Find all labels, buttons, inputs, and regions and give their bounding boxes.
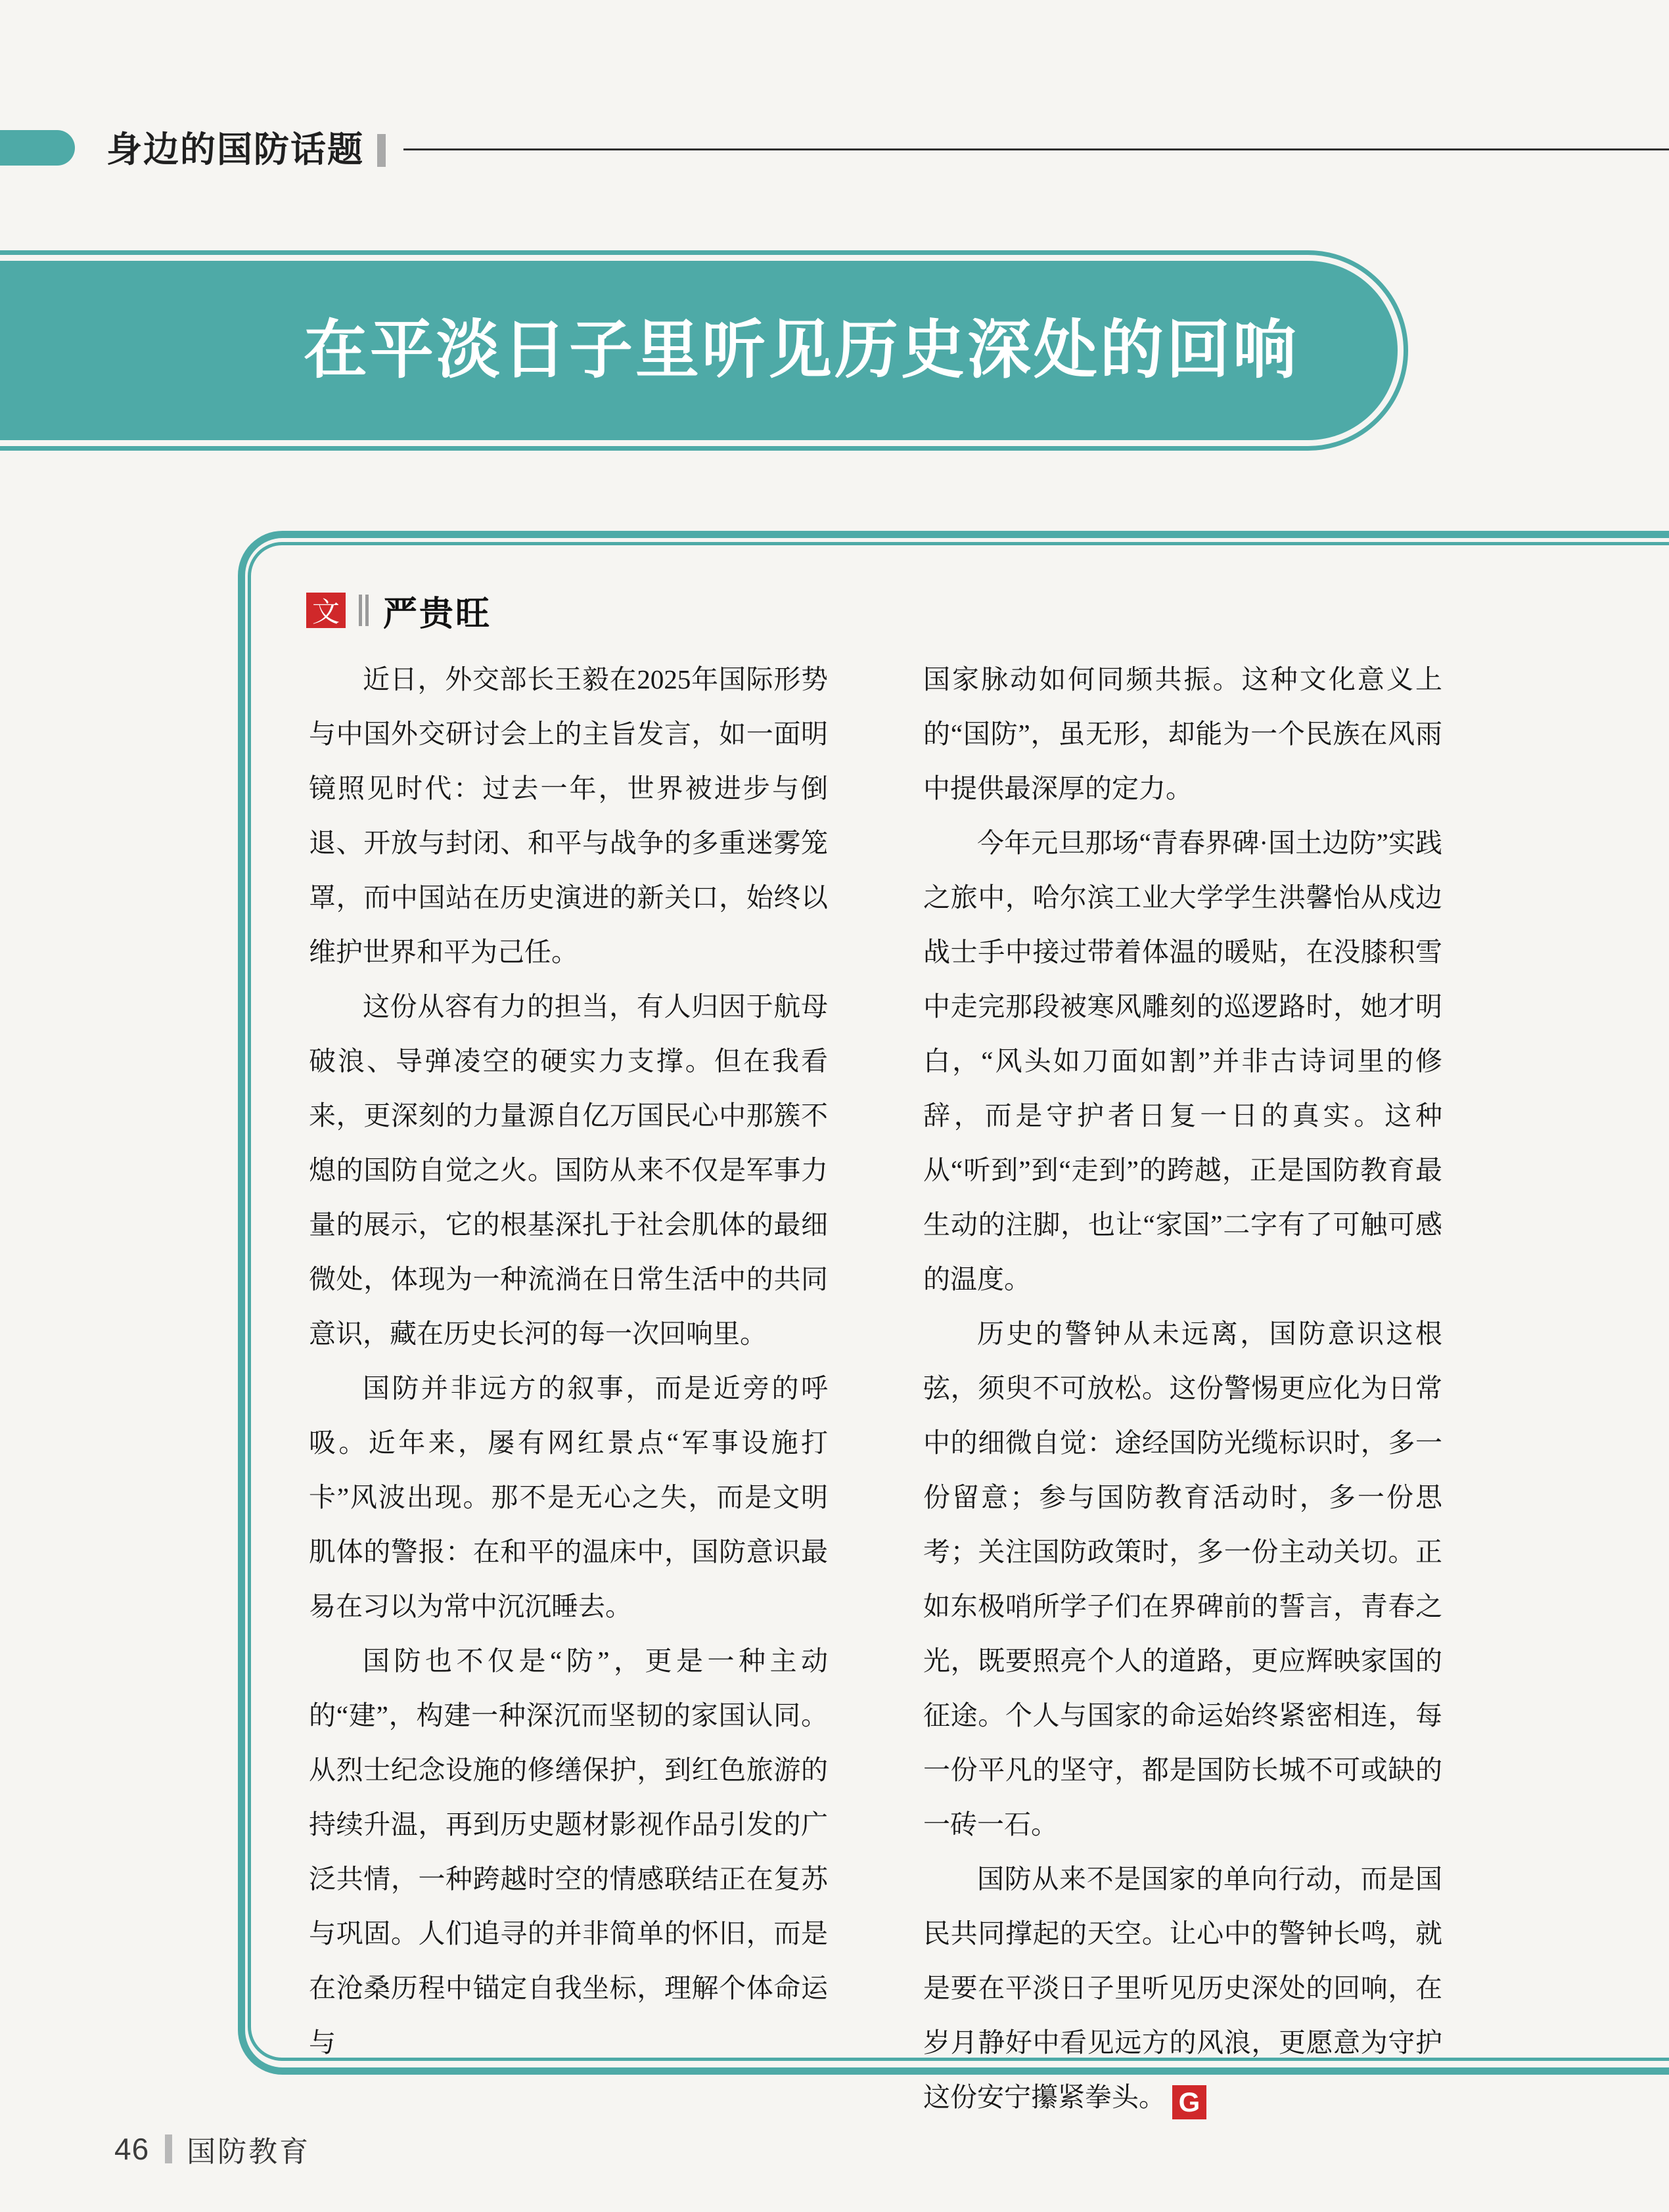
paragraph: 今年元旦那场“青春界碑·国土边防”实践之旅中，哈尔滨工业大学学生洪馨怡从戍边战士手中接过带着体温的暖贴，在没膝积雪中走完那段被寒风雕刻的巡逻路时，她才明白，“风头如刀面如割”并非古诗词里的修辞，而是守护者日复一日的真实。这种从“听到”到“走到”的跨越，正是国防教育最生动的注脚，也让“家国”二字有了可触可感的温度。 [923, 828, 1442, 1294]
section-tab-marker [0, 130, 75, 166]
paragraph: 这份从容有力的担当，有人归因于航母破浪、导弹凌空的硬实力支撑。但在我看来，更深刻的力量源自亿万国民心中那簇不熄的国防自觉之火。国防从来不仅是军事力量的展示，它的根基深扎于社会肌体的最细微处，体现为一种流淌在日常生活中的共同意识，藏在历史长河的每一次回响里。 [309, 991, 828, 1349]
section-title: 身边的国防话题 [106, 130, 364, 169]
author-name: 严贵旺 [383, 595, 492, 633]
article-column-left [309, 652, 828, 2070]
article-column-right [923, 652, 1442, 2125]
paragraph: 国防并非远方的叙事，而是近旁的呼吸。近年来，屡有网红景点“军事设施打卡”风波出现。那不是无心之失，而是文明肌体的警报：在和平的温床中，国防意识最易在习以为常中沉沉睡去。 [309, 1373, 828, 1621]
journal-name: 国防教育 [187, 2136, 311, 2168]
paragraph-last [923, 1852, 1442, 2125]
byline-wen-badge-icon: 文 [306, 593, 346, 628]
paragraph: 历史的警钟从未远离，国防意识这根弦，须臾不可放松。这份警惕更应化为日常中的细微自觉：途经国防光缆标识时，多一份留意；参与国防教育活动时，多一份思考；关注国防政策时，多一份主动关切。正如东极哨所学子们在界碑前的誓言，青春之光，既要照亮个人的道路，更应辉映家国的征途。个人与国家的命运始终紧密相连，每一份平凡的坚守，都是国防长城不可或缺的一砖一石。 [923, 1319, 1442, 1840]
byline [306, 591, 492, 633]
end-mark-icon: G [1172, 2085, 1206, 2119]
paragraph-continuation: 国家脉动如何同频共振。这种文化意义上的“国防”，虽无形，却能为一个民族在风雨中提供最深厚的定力。 [923, 664, 1442, 803]
paragraph-text: 国防从来不是国家的单向行动，而是国民共同撑起的天空。让心中的警钟长鸣，就是要在平淡日子里听见历史深处的回响，在岁月静好中看见远方的风浪，更愿意为守护这份安宁攥紧拳头。 [923, 1864, 1442, 2112]
page-number: 46 [114, 2132, 150, 2166]
article-title: 在平淡日子里听见历史深处的回响 [304, 314, 1299, 386]
byline-double-bar-icon [359, 595, 369, 626]
header-rule-line [403, 148, 1669, 150]
paragraph: 国防也不仅是“防”，更是一种主动的“建”，构建一种深沉而坚韧的家国认同。从烈士纪念设施的修缮保护，到红色旅游的持续升温，再到历史题材影视作品引发的广泛共情，一种跨越时空的情感联结正在复苏与巩固。人们追寻的并非简单的怀旧，而是在沧桑历程中锚定自我坐标，理解个体命运与 [309, 1646, 828, 2058]
page-footer [114, 2131, 310, 2167]
paragraph: 近日，外交部长王毅在2025年国际形势与中国外交研讨会上的主旨发言，如一面明镜照见时代：过去一年，世界被进步与倒退、开放与封闭、和平与战争的多重迷雾笼罩，而中国站在历史演进的新关口，始终以维护世界和平为己任。 [309, 664, 828, 967]
section-divider-bar-icon [377, 134, 386, 167]
footer-divider-bar-icon [165, 2134, 172, 2163]
